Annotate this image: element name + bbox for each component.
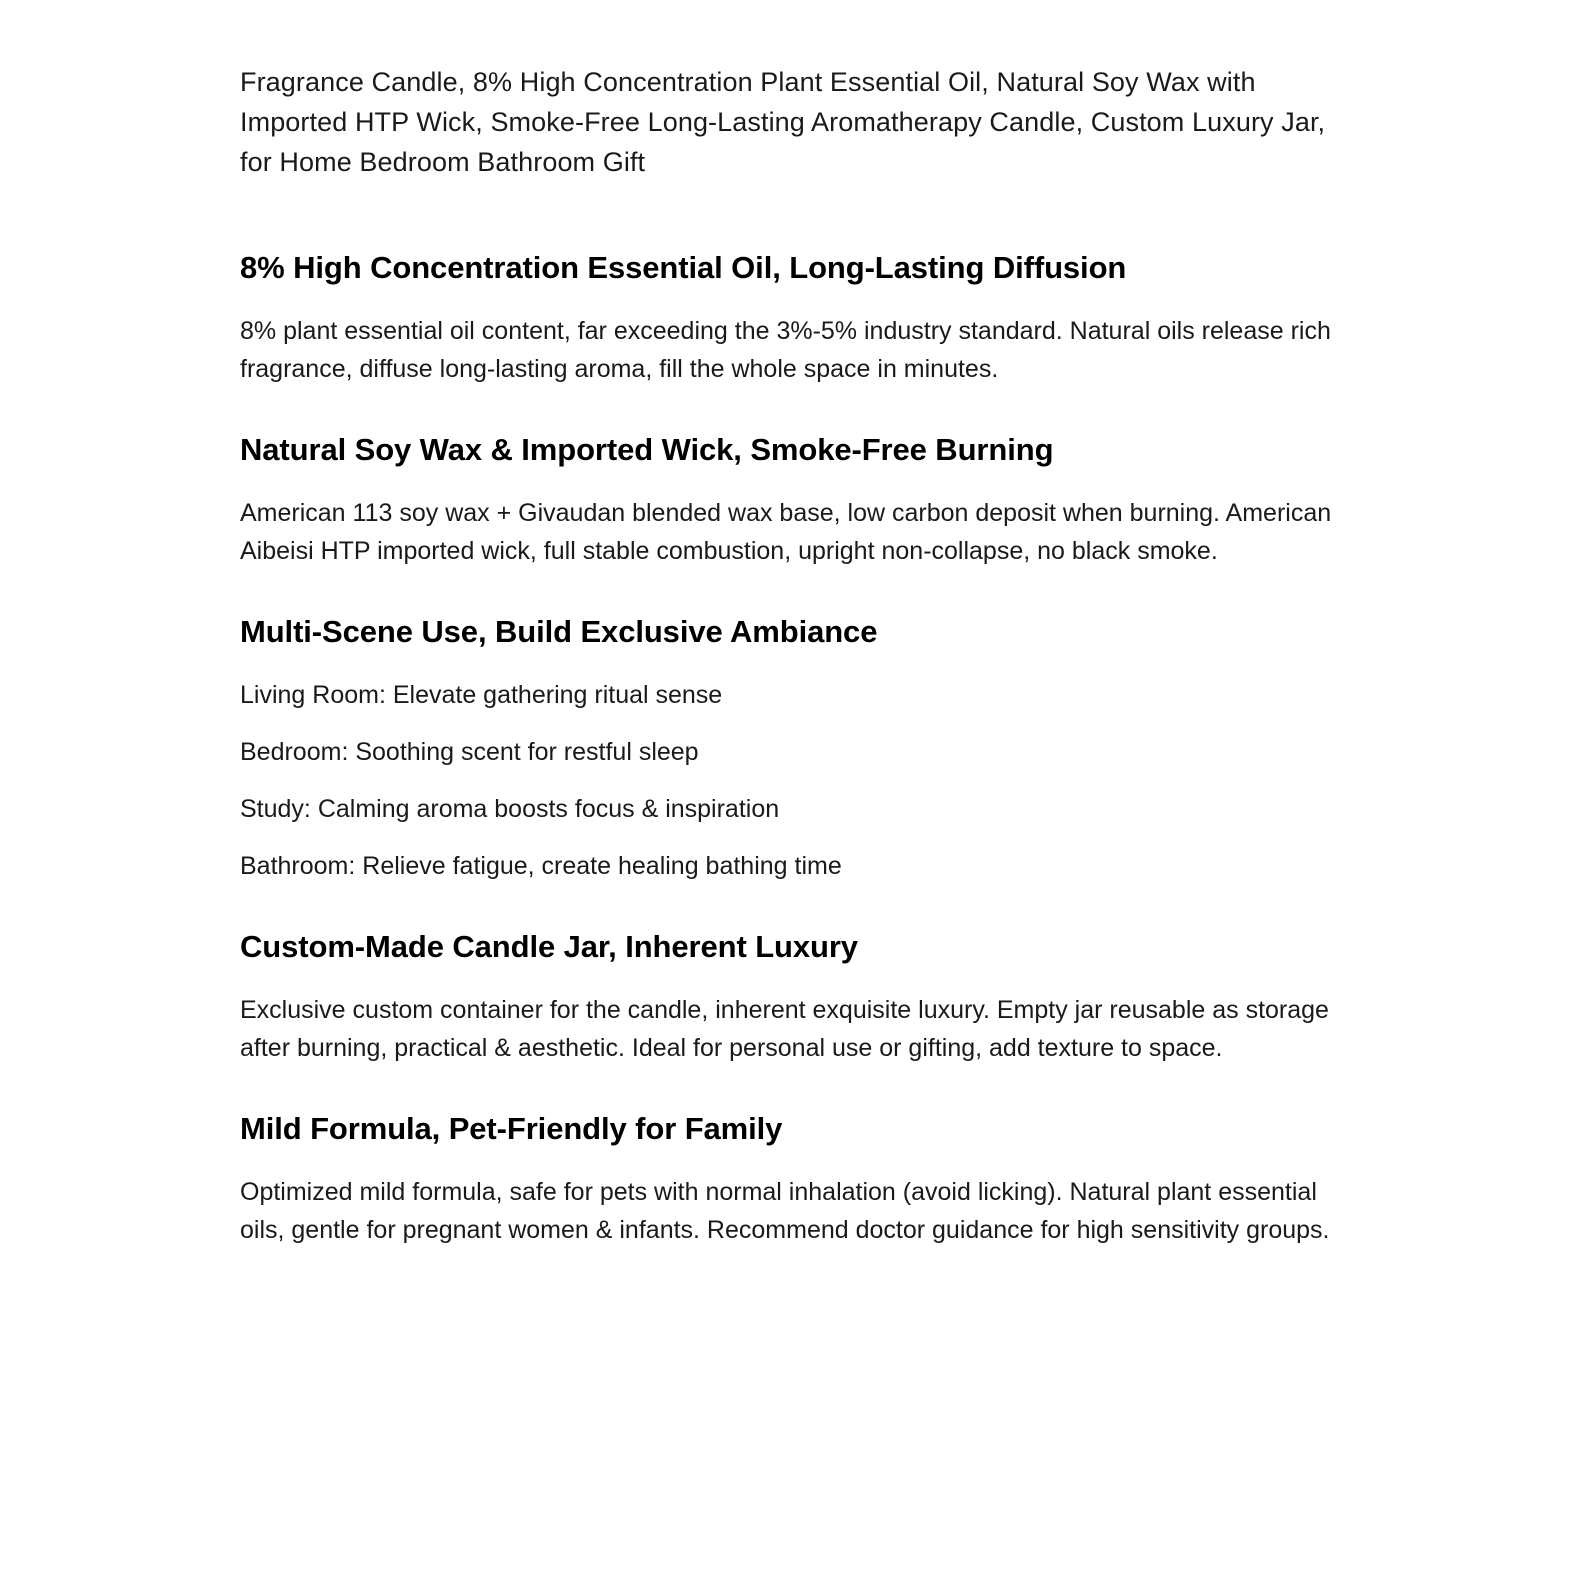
section-body-text: Exclusive custom container for the candle, inherent exquisite luxury. Empty jar reusable as storage after burning, practical & aesthetic. Ideal for personal use or gifting, add texture to space. <box>240 996 1329 1062</box>
list-item: Study: Calming aroma boosts focus & inspiration <box>240 795 780 823</box>
scene-list <box>240 676 1347 885</box>
list-item: Living Room: Elevate gathering ritual sense <box>240 681 723 709</box>
section-body-text: 8% plant essential oil content, far exceeding the 3%-5% industry standard. Natural oils release rich fragrance, diffuse long-lasting aroma, fill the whole space in minutes. <box>240 317 1331 383</box>
section-multi-scene <box>240 606 1347 885</box>
list-item: Bathroom: Relieve fatigue, create healing bathing time <box>240 852 842 880</box>
section-essential-oil <box>240 242 1347 388</box>
section-mild-formula <box>240 1103 1347 1249</box>
section-heading: Multi-Scene Use, Build Exclusive Ambiance <box>240 614 878 649</box>
section-heading: 8% High Concentration Essential Oil, Long-Lasting Diffusion <box>240 250 1127 285</box>
section-heading: Natural Soy Wax & Imported Wick, Smoke-Free Burning <box>240 432 1054 467</box>
section-body-text: Optimized mild formula, safe for pets with normal inhalation (avoid licking). Natural plant essential oils, gentle for pregnant women & infants. Recommend doctor guidance for high sensitivity groups. <box>240 1178 1330 1244</box>
list-item: Bedroom: Soothing scent for restful sleep <box>240 738 699 766</box>
section-body-text: American 113 soy wax + Givaudan blended wax base, low carbon deposit when burning. American Aibeisi HTP imported wick, full stable combustion, upright non-collapse, no black smoke. <box>240 499 1332 565</box>
section-heading: Mild Formula, Pet-Friendly for Family <box>240 1111 783 1146</box>
product-title-paragraph: Fragrance Candle, 8% High Concentration Plant Essential Oil, Natural Soy Wax with Imported HTP Wick, Smoke-Free Long-Lasting Aromatherapy Candle, Custom Luxury Jar, for Home Bedroom Bathroom Gift <box>240 67 1326 177</box>
section-custom-jar <box>240 921 1347 1067</box>
section-heading: Custom-Made Candle Jar, Inherent Luxury <box>240 929 858 964</box>
section-soy-wax <box>240 424 1347 570</box>
